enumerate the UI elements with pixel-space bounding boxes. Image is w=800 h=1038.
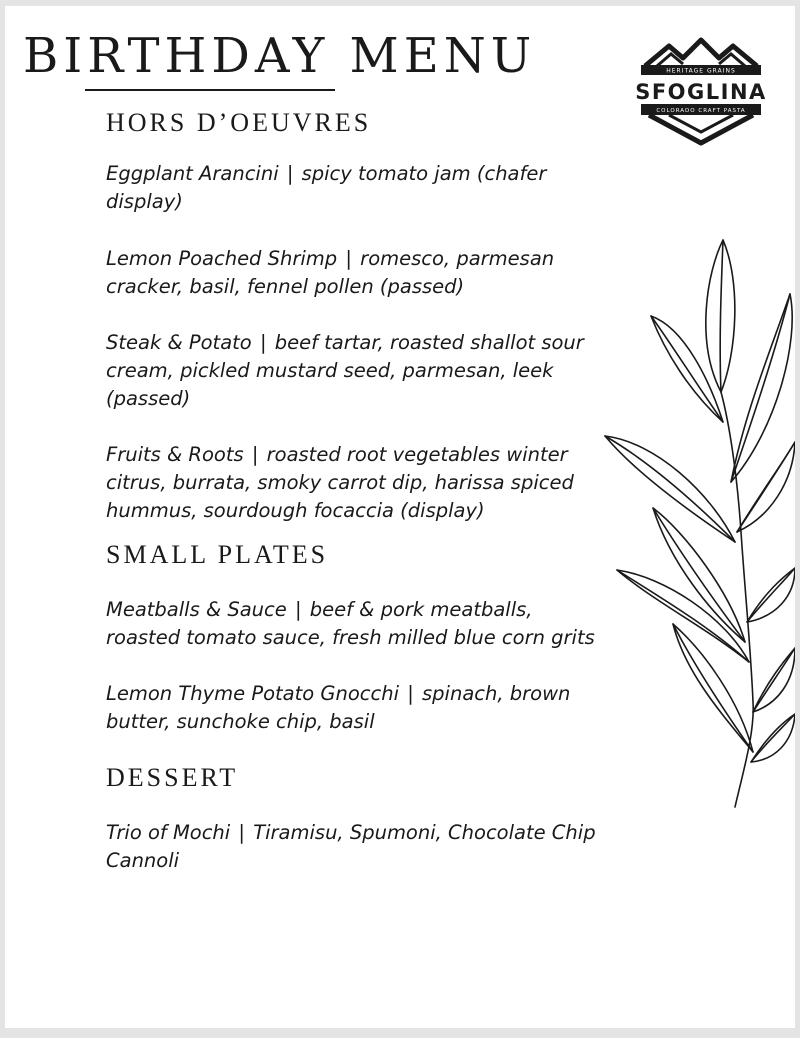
menu-item [106,160,606,216]
item-name: Trio of Mochi [106,821,231,844]
item-name: Lemon Poached Shrimp [106,247,338,270]
item-separator: | [238,821,245,844]
item-separator: | [294,598,302,621]
item-name: Lemon Thyme Potato Gnocchi [106,682,400,705]
item-name: Steak & Potato [106,331,252,354]
menu-item [106,441,606,525]
menu-item [106,596,606,652]
menu-page [5,6,795,1028]
item-name: Meatballs & Sauce [106,598,287,621]
item-separator: | [345,247,352,270]
menu-item [106,819,606,875]
item-separator: | [251,443,259,466]
item-separator: | [259,331,267,354]
item-description: Tiramisu, Spumoni, Chocolate Chip Cannoli [106,821,596,872]
item-description: roasted root vegetables winter citrus, burrata, smoky carrot dip, harissa spiced hummus, sourdough focaccia (display) [106,443,574,522]
item-description: romesco, parmesan cracker, basil, fennel pollen (passed) [106,247,555,298]
logo-name: SFOGLINA [635,80,767,104]
menu-item [106,680,606,736]
item-separator: | [407,682,414,705]
item-description: beef tartar, roasted shallot sour cream, pickled mustard seed, parmesan, leek (passed) [106,331,584,410]
section-heading-small-plates: SMALL PLATES [106,540,329,569]
item-description: spinach, brown butter, sunchoke chip, basil [106,682,571,733]
logo-top-text: HERITAGE GRAINS [666,67,736,75]
title-underline [85,89,335,91]
item-description: spicy tomato jam (chafer display) [106,162,547,213]
logo-bottom-text: COLORADO CRAFT PASTA [656,108,746,114]
section-heading-dessert: DESSERT [106,763,239,792]
item-name: Fruits & Roots [106,443,244,466]
item-description: beef & pork meatballs, roasted tomato sauce, fresh milled blue corn grits [106,598,595,649]
menu-item [106,329,606,413]
menu-item [106,245,606,301]
sfoglina-logo-icon [635,36,767,146]
item-name: Eggplant Arancini [106,162,279,185]
item-separator: | [286,162,294,185]
menu-title: BIRTHDAY MENU [23,28,537,84]
section-heading-hors-doeuvres: HORS D’OEUVRES [106,108,372,137]
leaf-branch-icon [595,232,795,812]
